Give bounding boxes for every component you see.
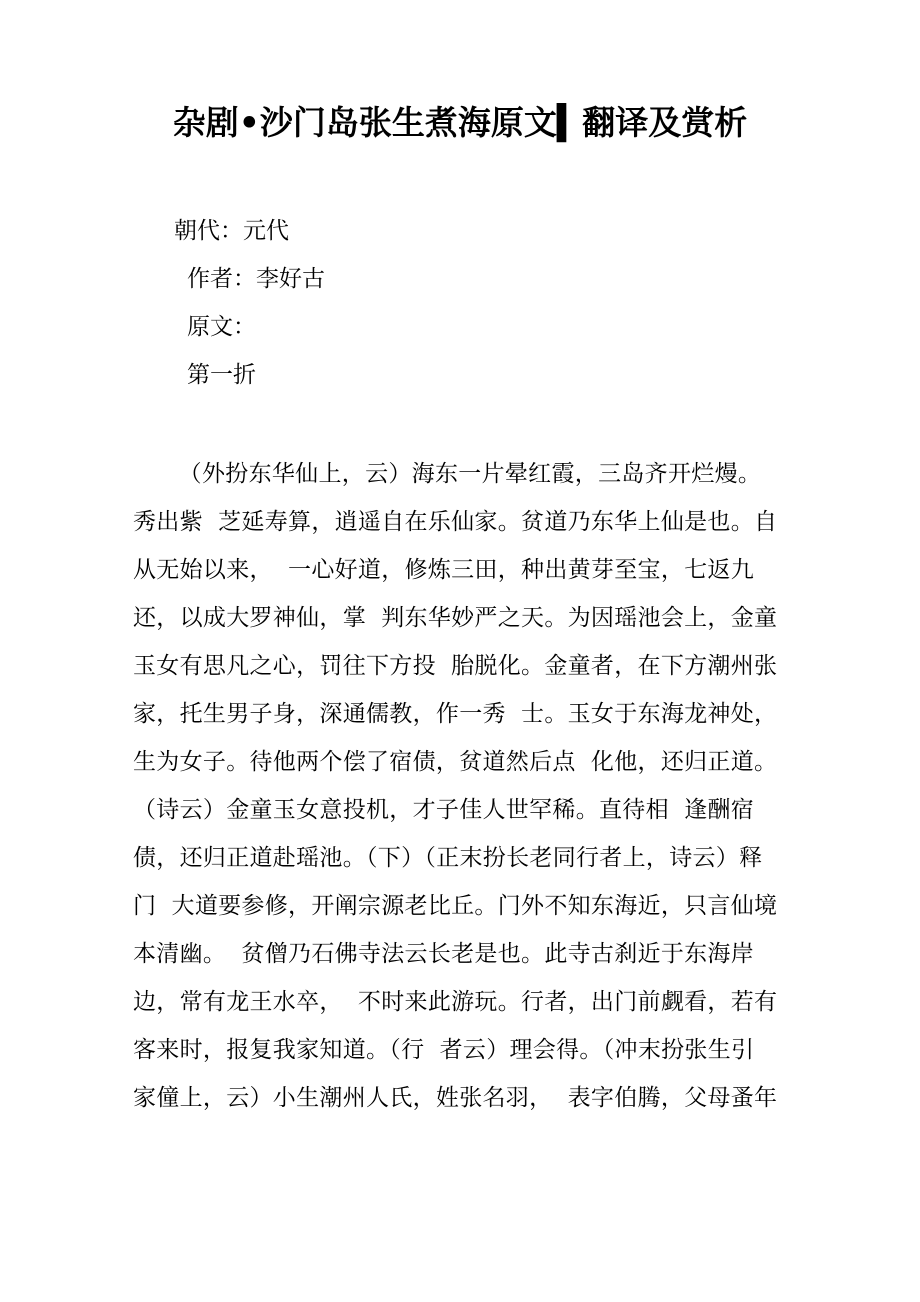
body-line: 秀出紫 芝延寿算，逍遥自在乐仙家。贫道乃东华上仙是也。自 [133,509,778,535]
act-heading: 第一折 [187,362,256,388]
body-line: （外扮东华仙上，云）海东一片晕红霞，三岛齐开烂熳。 [133,461,762,487]
body-line: 家僮上，云）小生潮州人氏，姓张名羽， 表字伯腾，父母蚤年 [133,1085,778,1111]
body-line: 边，常有龙王水卒， 不时来此游玩。行者，出门前觑看，若有 [133,989,778,1015]
body-line: 生为女子。待他两个偿了宿债，贫道然后点 化他，还归正道。 [133,749,778,775]
body-line: 家，托生男子身，深通儒教，作一秀 士。玉女于东海龙神处， [133,701,778,727]
body-line: 从无始以来， 一心好道，修炼三田，种出黄芽至宝，七返九 [133,557,755,583]
body-text [133,450,803,1122]
body-line: （诗云）金童玉女意投机，才子佳人世罕稀。直待相 逢酬宿 [133,797,755,823]
original-text-label: 原文： [187,314,256,340]
body-line: 还，以成大罗神仙，掌 判东华妙严之天。为因瑶池会上，金童 [133,605,778,631]
document-title: 杂剧•沙门岛张生煮海原文▍翻译及赏析 [172,103,748,142]
author-line: 作者：李好古 [187,266,325,292]
dynasty-line: 朝代：元代 [174,218,289,244]
body-line: 客来时，报复我家知道。（行 者云）理会得。（冲末扮张生引 [133,1037,755,1063]
body-line: 门 大道要参修，开阐宗源老比丘。门外不知东海近，只言仙境 [133,893,778,919]
body-line: 玉女有思凡之心，罚往下方投 胎脱化。金童者，在下方潮州张 [133,653,778,679]
body-line: 本清幽。 贫僧乃石佛寺法云长老是也。此寺古刹近于东海岸 [133,941,755,967]
body-line: 债，还归正道赴瑶池。（下）（正末扮长老同行者上，诗云）释 [133,845,763,871]
